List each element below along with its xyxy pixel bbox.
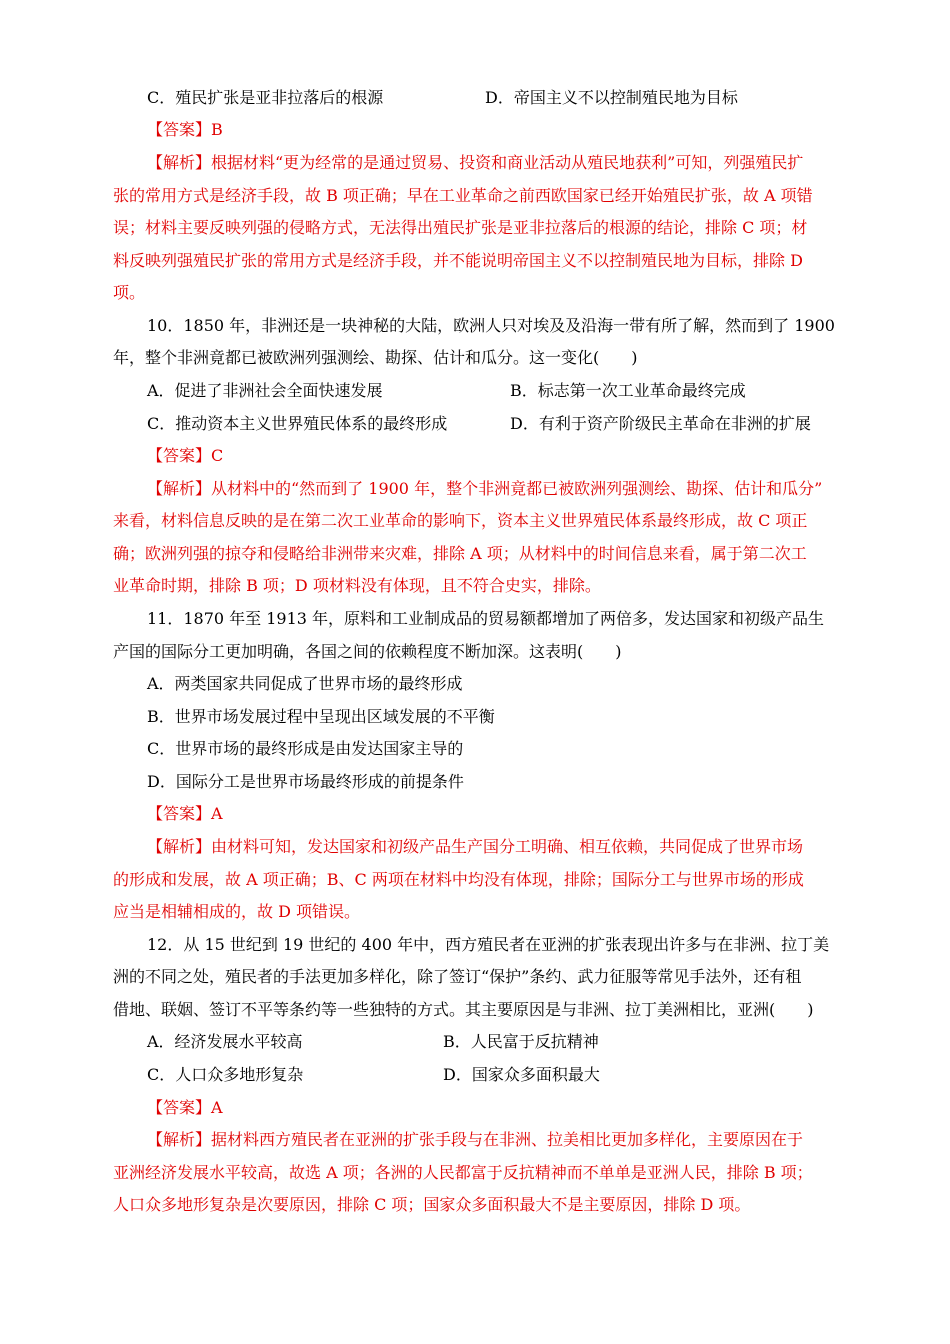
q10-analysis-line: 【解析】从材料中的“然而到了 1900 年，整个非洲竟都已被欧洲列强测绘、勘探、估计和瓜分” (147, 479, 823, 498)
q10-analysis-line: 确；欧洲列强的掠夺和侵略给非洲带来灾难，排除 A 项；从材料中的时间信息来看，属于第二次工 (113, 544, 807, 563)
q9-option-c: C．殖民扩张是亚非拉落后的根源 (147, 88, 384, 107)
q12-stem-line: 借地、联姻、签订不平等条约等一些独特的方式。其主要原因是与非洲、拉丁美洲相比，亚洲( ) (113, 1000, 814, 1019)
q11-stem-line: 11．1870 年至 1913 年，原料和工业制成品的贸易额都增加了两倍多，发达国家和初级产品生 (147, 609, 825, 628)
q11-analysis-line: 【解析】由材料可知，发达国家和初级产品生产国分工明确、相互依赖，共同促成了世界市场 (147, 837, 804, 856)
q9-answer: 【答案】B (147, 120, 223, 139)
q11-option-c: C．世界市场的最终形成是由发达国家主导的 (147, 739, 464, 758)
q12-answer: 【答案】A (147, 1098, 223, 1117)
q12-option-d: D．国家众多面积最大 (443, 1065, 600, 1084)
q10-option-c: C．推动资本主义世界殖民体系的最终形成 (147, 414, 448, 433)
q12-analysis-line: 人口众多地形复杂是次要原因，排除 C 项；国家众多面积最大不是主要原因，排除 D 项。 (113, 1195, 751, 1214)
q10-stem-line: 年，整个非洲竟都已被欧洲列强测绘、勘探、估计和瓜分。这一变化( ) (113, 348, 638, 367)
q9-analysis-line: 【解析】根据材料“更为经常的是通过贸易、投资和商业活动从殖民地获利”可知，列强殖民扩 (147, 153, 804, 172)
q9-option-d: D．帝国主义不以控制殖民地为目标 (485, 88, 738, 107)
q9-analysis-line: 误；材料主要反映列强的侵略方式，无法得出殖民扩张是亚非拉落后的根源的结论，排除 C 项；材 (113, 218, 808, 237)
q9-analysis-line: 项。 (113, 283, 146, 302)
q11-analysis-line: 的形成和发展，故 A 项正确；B、C 两项在材料中均没有体现，排除；国际分工与世界市场的形成 (113, 870, 804, 889)
q10-option-b: B．标志第一次工业革命最终完成 (510, 381, 746, 400)
q10-answer: 【答案】C (147, 446, 224, 465)
q9-analysis-line: 张的常用方式是经济手段，故 B 项正确；早在工业革命之前西欧国家已经开始殖民扩张，故 A 项错 (113, 186, 813, 205)
q12-option-a: A．经济发展水平较高 (147, 1032, 303, 1051)
q10-option-a: A．促进了非洲社会全面快速发展 (147, 381, 383, 400)
q12-analysis-line: 【解析】据材料西方殖民者在亚洲的扩张手段与在非洲、拉美相比更加多样化，主要原因在于 (147, 1130, 804, 1149)
q11-answer: 【答案】A (147, 804, 223, 823)
q10-stem-line: 10．1850 年，非洲还是一块神秘的大陆，欧洲人只对埃及及沿海一带有所了解，然而到了 1900 (147, 316, 835, 335)
q11-option-d: D．国际分工是世界市场最终形成的前提条件 (147, 772, 464, 791)
q9-analysis-line: 料反映列强殖民扩张的常用方式是经济手段，并不能说明帝国主义不以控制殖民地为目标，排除 D (113, 251, 803, 270)
q10-analysis-line: 业革命时期，排除 B 项；D 项材料没有体现，且不符合史实，排除。 (113, 576, 601, 595)
q12-stem-line: 洲的不同之处，殖民者的手法更加多样化，除了签订“保护”条约、武力征服等常见手法外，还有租 (113, 967, 802, 986)
q11-option-a: A．两类国家共同促成了世界市场的最终形成 (147, 674, 463, 693)
q11-option-b: B．世界市场发展过程中呈现出区域发展的不平衡 (147, 707, 495, 726)
q10-option-d: D．有利于资产阶级民主革命在非洲的扩展 (510, 414, 811, 433)
q12-analysis-line: 亚洲经济发展水平较高，故选 A 项；各洲的人民都富于反抗精神而不单单是亚洲人民，排除 B 项； (113, 1163, 813, 1182)
q11-analysis-line: 应当是相辅相成的，故 D 项错误。 (113, 902, 361, 921)
q11-stem-line: 产国的国际分工更加明确，各国之间的依赖程度不断加深。这表明( ) (113, 642, 622, 661)
q10-analysis-line: 来看，材料信息反映的是在第二次工业革命的影响下，资本主义世界殖民体系最终形成，故 C 项正 (113, 511, 808, 530)
q12-option-c: C．人口众多地形复杂 (147, 1065, 304, 1084)
q12-option-b: B．人民富于反抗精神 (443, 1032, 599, 1051)
q12-stem-line: 12．从 15 世纪到 19 世纪的 400 年中，西方殖民者在亚洲的扩张表现出许多与在非洲、拉丁美 (147, 935, 830, 954)
